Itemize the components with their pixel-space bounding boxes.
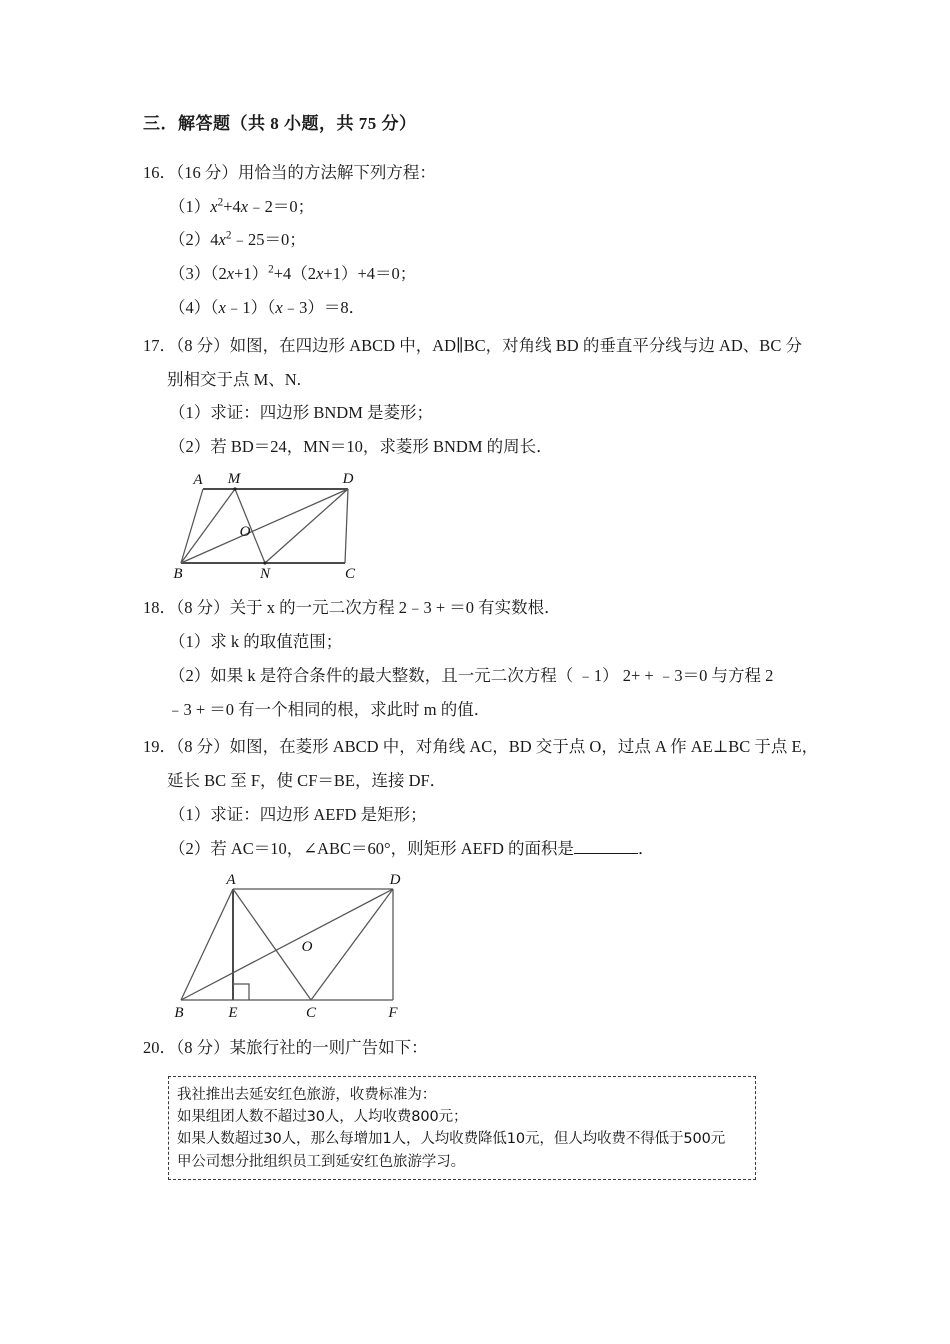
question-19-part-2 [143, 832, 823, 866]
q16-item1-text: $(1)x^2+4x﹣2=0$； [169, 196, 315, 216]
question-18-part-1: （1）求 k 的取值范围； [169, 631, 343, 651]
figure2-label-E: E [228, 1004, 238, 1021]
question-20-stem: 20．（8 分）某旅行社的一则广告如下： [143, 1037, 428, 1057]
question-16-item-2 [143, 223, 823, 257]
question-19-stem-line-1: 19．（8 分）如图，在菱形 ABCD 中，对角线 AC，BD 交于点 O，过点 A 作 AE⊥BC 于点 E， [143, 737, 819, 757]
figure2-label-B: B [174, 1004, 184, 1021]
question-17-part-1: （1）求证：四边形 BNDM 是菱形； [169, 403, 434, 423]
q16-item3-text: $(3)(2x+1)^2+4(2x+1)+4=0$； [169, 263, 417, 284]
question-19-part-2-suffix: ． [637, 838, 655, 858]
question-18-part-2-line-1: （2）如果 k 是符合条件的最大整数，且一元二次方程（ ﹣1） 2+ + ﹣3＝0 与方程 2 [169, 665, 774, 685]
question-19-stem-line-2: 延长 BC 至 F，使 CF＝BE，连接 DF． [167, 771, 447, 791]
question-16-item-4 [143, 291, 823, 325]
figure2-label-F: F [388, 1004, 398, 1021]
figure2-label-O: O [301, 938, 313, 955]
question-19-figure [143, 872, 823, 1027]
question-19 [143, 730, 823, 1026]
question-17 [143, 329, 823, 587]
figure1-label-D: D [342, 471, 354, 488]
figure2-label-D: D [389, 871, 401, 888]
figure2-label-C: C [305, 1004, 317, 1021]
question-16 [143, 156, 823, 325]
question-18-stem: 18．（8 分）关于 x 的一元二次方程 2﹣3 + ＝0 有实数根． [143, 598, 561, 618]
figure1-label-A: A [193, 472, 203, 489]
figure1-label-O: O [239, 524, 251, 541]
figure1-label-M: M [227, 471, 241, 488]
page-content [143, 112, 823, 1184]
question-16-item-1 [143, 190, 823, 224]
question-16-item-3 [143, 257, 823, 291]
ad-line-3: 如果人数超过30人，那么每增加1人，人均收费降低10元，但人均收费不得低于500元 [177, 1131, 726, 1148]
question-19-part-2-prefix: （2）若 AC＝10，∠ABC＝60°，则矩形 AEFD 的面积是 [169, 838, 574, 858]
question-19-part-1: （1）求证：四边形 AEFD 是矩形； [169, 804, 427, 824]
question-17-part-2: （2）若 BD＝24，MN＝10，求菱形 BNDM 的周长． [169, 437, 553, 457]
question-20 [143, 1031, 823, 1180]
figure1-label-N: N [259, 566, 271, 583]
figure-rhombus-aefd [171, 872, 421, 1022]
figure1-label-B: B [173, 566, 183, 583]
figure-parallelogram-bndm [173, 470, 403, 582]
ad-line-1: 我社推出去延安红色旅游，收费标准为： [177, 1087, 437, 1104]
answer-blank[interactable] [574, 839, 638, 854]
question-16-stem: 16．（16 分）用恰当的方法解下列方程： [143, 162, 436, 182]
question-18-part-2-line-2: ﹣3 + ＝0 有一个相同的根，求此时 m 的值． [167, 699, 491, 719]
q16-item4-text: （4）（x﹣1）（x﹣3）＝8． [169, 298, 366, 318]
question-18 [143, 591, 823, 726]
q16-item2-text: $(2)4x^2﹣25=0$； [169, 229, 306, 250]
figure2-label-A: A [226, 871, 236, 888]
advertisement-box [168, 1076, 756, 1179]
section-heading: 三．解答题（共 8 小题，共 75 分） [143, 114, 417, 133]
question-17-stem-line-2: 别相交于点 M、N. [167, 369, 301, 389]
ad-line-4: 甲公司想分批组织员工到延安红色旅游学习。 [177, 1153, 465, 1170]
figure1-label-C: C [344, 566, 356, 583]
question-17-figure [143, 470, 823, 587]
ad-line-2: 如果组团人数不超过30人，人均收费800元； [177, 1109, 468, 1126]
question-17-stem-line-1: 17．（8 分）如图，在四边形 ABCD 中，AD∥BC，对角线 BD 的垂直平分线与边 AD、BC 分 [143, 335, 802, 355]
